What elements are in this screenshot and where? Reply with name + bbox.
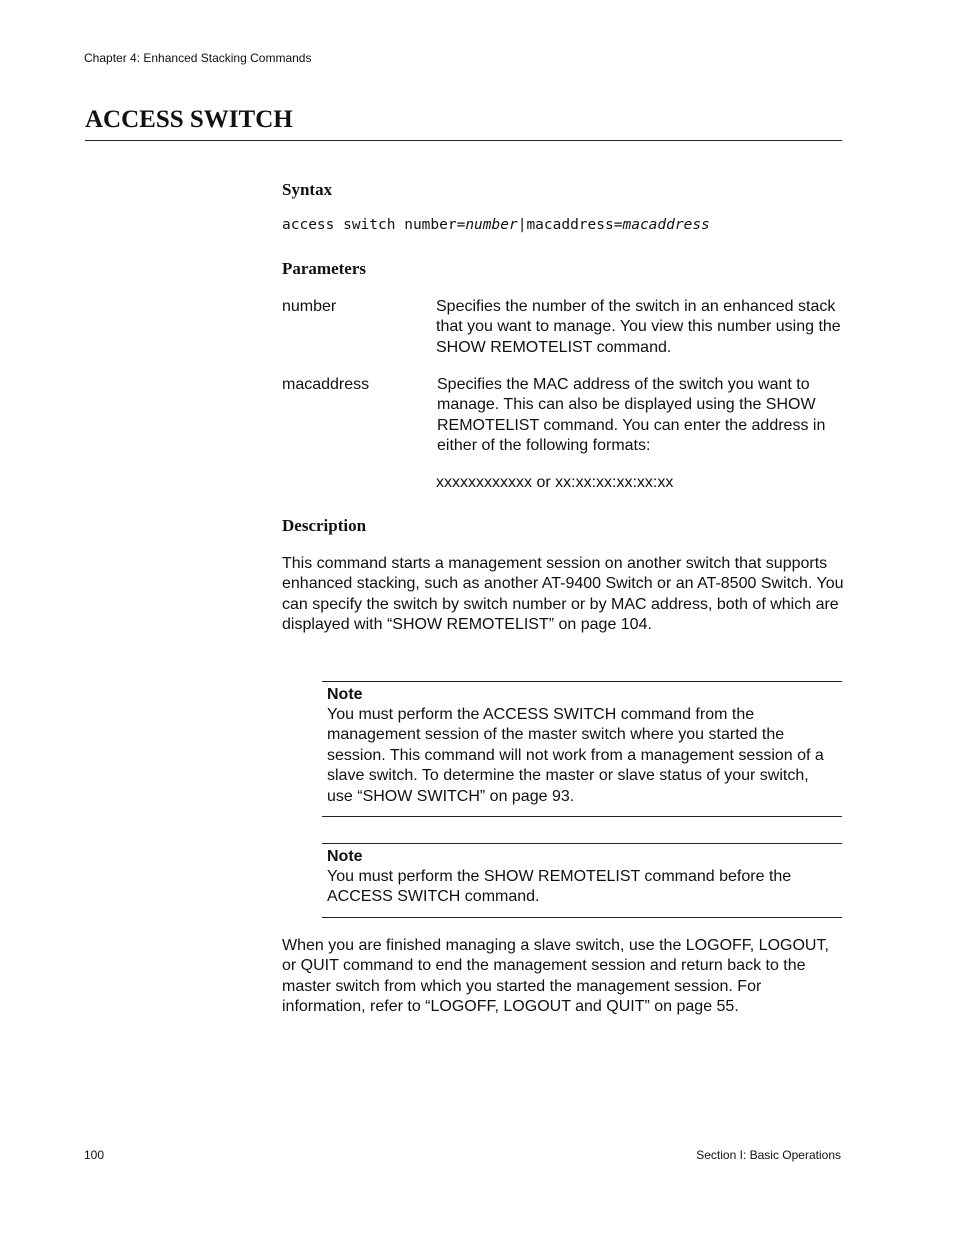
footer-section: Section I: Basic Operations (696, 1148, 841, 1162)
syntax-prefix: access switch number= (282, 217, 466, 233)
note-text: You must perform the ACCESS SWITCH command from the management session of the master switch where you started the session. This command will not work from a management session of a slave switch. To determine the master or slave status of your switch, use “SHOW SWITCH” on page 93. (327, 706, 824, 805)
param-name-number: number (282, 298, 337, 315)
description-paragraph-1: This command starts a management session on another switch that supports enhanced stacking, such as another AT-9400 Switch or an AT-8500 Switch. You can specify the switch by switch number or by MAC address, both of which are displayed with “SHOW REMOTELIST” on page 104. (282, 555, 844, 634)
syntax-param-number: number (465, 217, 518, 233)
description-paragraph-2: When you are finished managing a slave switch, use the LOGOFF, LOGOUT, or QUIT command to end the management session and return back to the master switch from which you started the management session. For information, refer to “LOGOFF, LOGOUT and QUIT” on page 55. (282, 937, 829, 1016)
syntax-heading: Syntax (282, 180, 333, 199)
parameters-heading: Parameters (282, 259, 367, 278)
running-header: Chapter 4: Enhanced Stacking Commands (84, 51, 312, 65)
syntax-command (282, 217, 710, 233)
mac-formats: xxxxxxxxxxxx or xx:xx:xx:xx:xx:xx (436, 474, 674, 491)
param-name-macaddress: macaddress (282, 376, 370, 393)
note-label: Note (327, 848, 363, 865)
note-label: Note (327, 686, 363, 703)
note-text: You must perform the SHOW REMOTELIST command before the ACCESS SWITCH command. (327, 868, 792, 906)
page-number: 100 (84, 1148, 105, 1162)
syntax-param-macaddress: macaddress (622, 217, 710, 233)
page-title: ACCESS SWITCH (85, 106, 293, 133)
param-desc-macaddress: Specifies the MAC address of the switch you want to manage. This can also be displayed using the SHOW REMOTELIST command. You can enter the address in either of the following formats: (437, 376, 826, 455)
title-rule (85, 140, 842, 141)
note-box (322, 843, 842, 918)
param-desc-number: Specifies the number of the switch in an enhanced stack that you want to manage. You view this number using the SHOW REMOTELIST command. (436, 298, 841, 356)
description-heading: Description (282, 516, 367, 535)
syntax-separator: |macaddress= (517, 217, 623, 233)
note-box (322, 681, 842, 817)
